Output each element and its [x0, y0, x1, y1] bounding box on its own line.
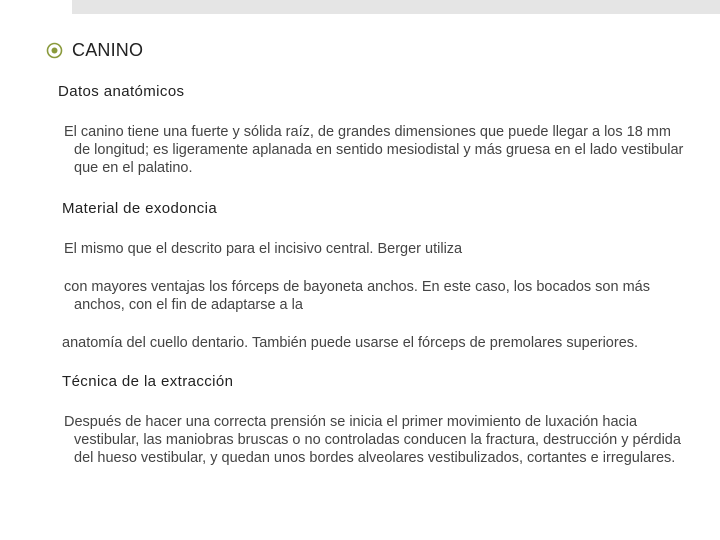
slide-content: [58, 82, 688, 467]
technique-heading: Técnica de la extracción: [62, 373, 234, 390]
technique-paragraph: Después de hacer una correcta prensión se inicia el primer movimiento de luxación hacia vestibular, las maniobras bruscas o no controladas conducen la fractura, destrucción y pérdida del hueso vestibular, y quedan unos bordes alveolares vestibulizados, cortantes e irregulares.: [64, 414, 681, 466]
material-paragraph-3: anatomía del cuello dentario. También puede usarse el fórceps de premolares superiores.: [62, 335, 639, 351]
slide-title: CANINO: [72, 40, 144, 60]
material-paragraph-2: con mayores ventajas los fórceps de bayoneta anchos. En este caso, los bocados son más anchos, con el fin de adaptarse a la: [64, 279, 650, 313]
target-circle-icon: [46, 42, 63, 59]
top-accent-bar: [72, 0, 720, 14]
anatomy-paragraph: El canino tiene una fuerte y sólida raíz, de grandes dimensiones que puede llegar a los 18 mm de longitud; es ligeramente aplanada en sentido mesiodistal y más gruesa en el lado vestibular que en el palatino.: [64, 124, 684, 176]
material-paragraph-1: El mismo que el descrito para el incisivo central. Berger utiliza: [64, 241, 463, 257]
material-heading: Material de exodoncia: [62, 200, 218, 217]
slide-title-row: [46, 40, 143, 61]
anatomy-heading: Datos anatómicos: [58, 83, 185, 100]
